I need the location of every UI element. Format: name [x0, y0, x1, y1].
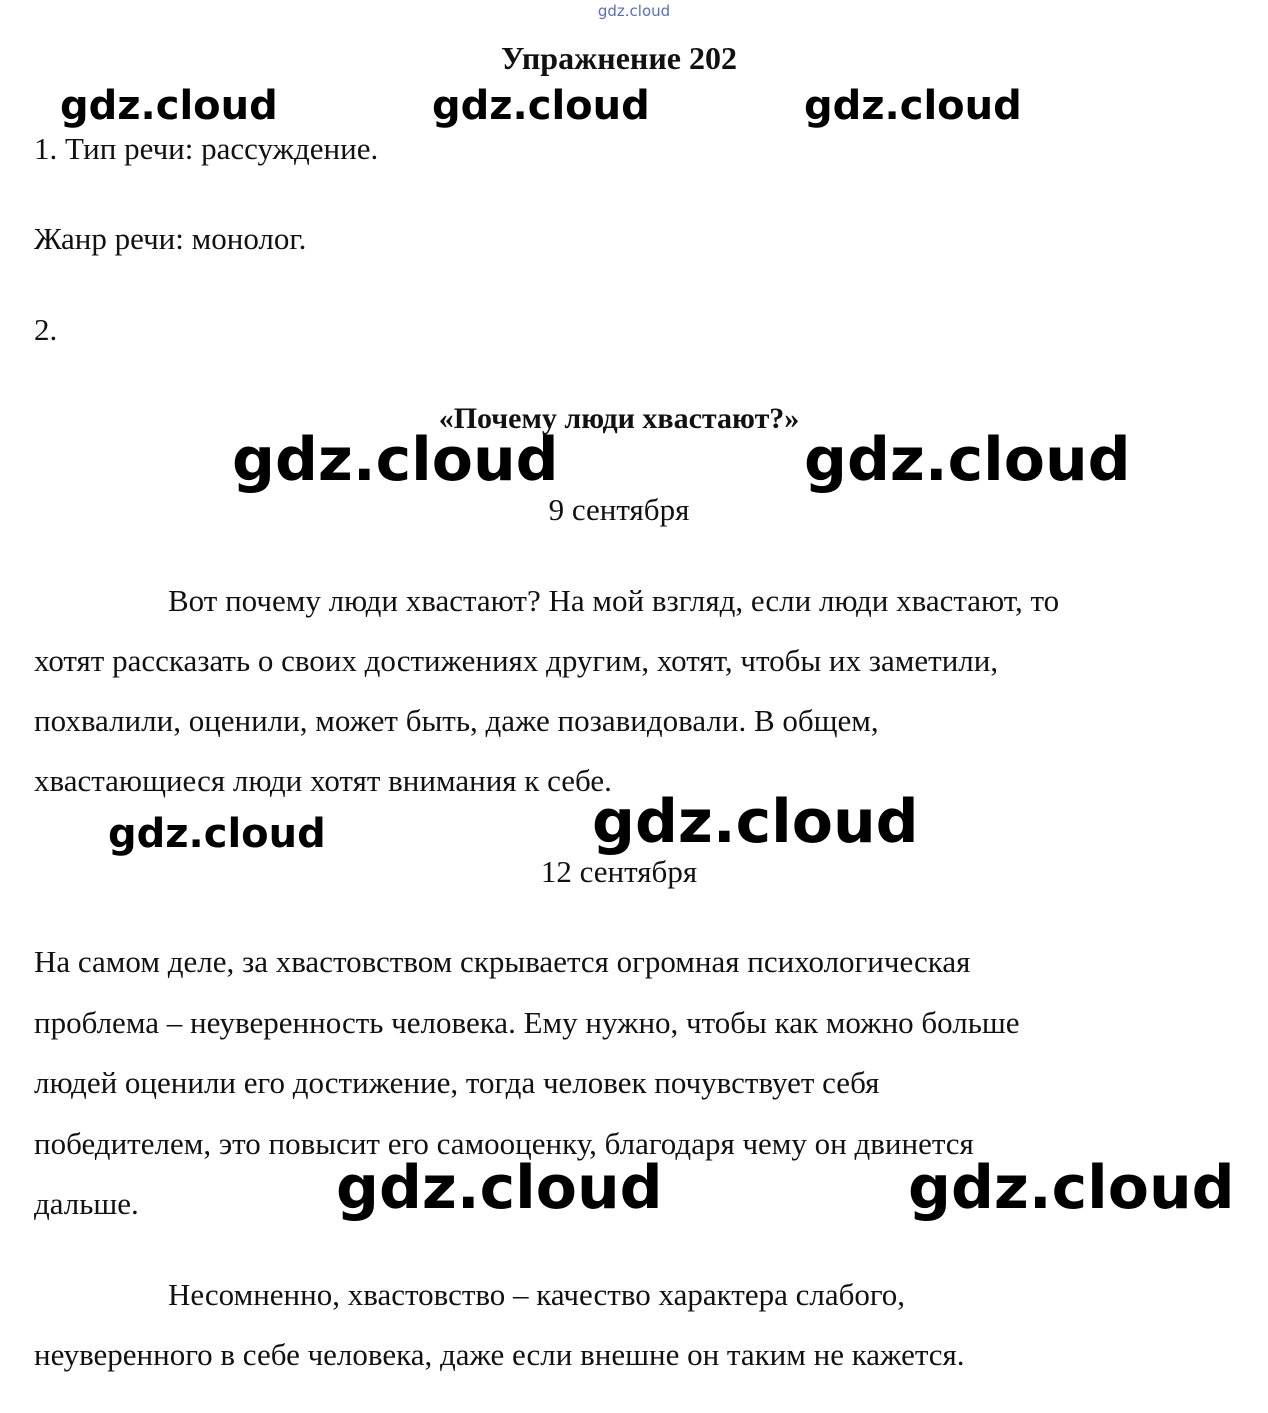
essay-title: «Почему люди хвастают?»: [438, 402, 800, 435]
paragraph-line: проблема – неуверенность человека. Ему нужно, чтобы как можно больше: [34, 1005, 1020, 1040]
paragraph-line: людей оценили его достижение, тогда человек почувствует себя: [34, 1065, 880, 1100]
paragraph-line: Вот почему люди хвастают? На мой взгляд, если люди хвастают, то: [168, 583, 1060, 618]
entry-date: 9 сентября: [548, 492, 690, 527]
paragraph-line: хвастающиеся люди хотят внимания к себе.: [34, 763, 612, 798]
watermark: gdz.cloud: [804, 425, 1131, 495]
paragraph-line: похвалили, оценили, может быть, даже позавидовали. В общем,: [34, 703, 879, 738]
watermark: gdz.cloud: [432, 83, 650, 129]
watermark: gdz.cloud: [592, 787, 919, 857]
speech-genre-line: Жанр речи: монолог.: [34, 221, 307, 256]
paragraph-line: неуверенного в себе человека, даже если внешне он таким не кажется.: [34, 1337, 965, 1372]
watermark: gdz.cloud: [108, 811, 326, 857]
watermark: gdz.cloud: [232, 425, 559, 495]
top-watermark: gdz.cloud: [597, 2, 671, 20]
paragraph-line: хотят рассказать о своих достижениях другим, хотят, чтобы их заметили,: [34, 643, 999, 678]
paragraph-line: Несомненно, хвастовство – качество характера слабого,: [168, 1277, 906, 1312]
watermark: gdz.cloud: [908, 1153, 1235, 1223]
watermark: gdz.cloud: [804, 83, 1022, 129]
paragraph-line: На самом деле, за хвастовством скрывается огромная психологическая: [34, 944, 971, 979]
paragraph-line: дальше.: [34, 1186, 139, 1221]
paragraph-line: победителем, это повысит его самооценку, благодаря чему он двинется: [34, 1126, 974, 1161]
entry-date: 12 сентября: [540, 854, 698, 889]
item-2-label: 2.: [34, 312, 58, 347]
speech-type-line: 1. Тип речи: рассуждение.: [34, 131, 379, 166]
watermark: gdz.cloud: [60, 83, 278, 129]
watermark: gdz.cloud: [336, 1153, 663, 1223]
exercise-heading: Упражнение 202: [500, 40, 737, 76]
